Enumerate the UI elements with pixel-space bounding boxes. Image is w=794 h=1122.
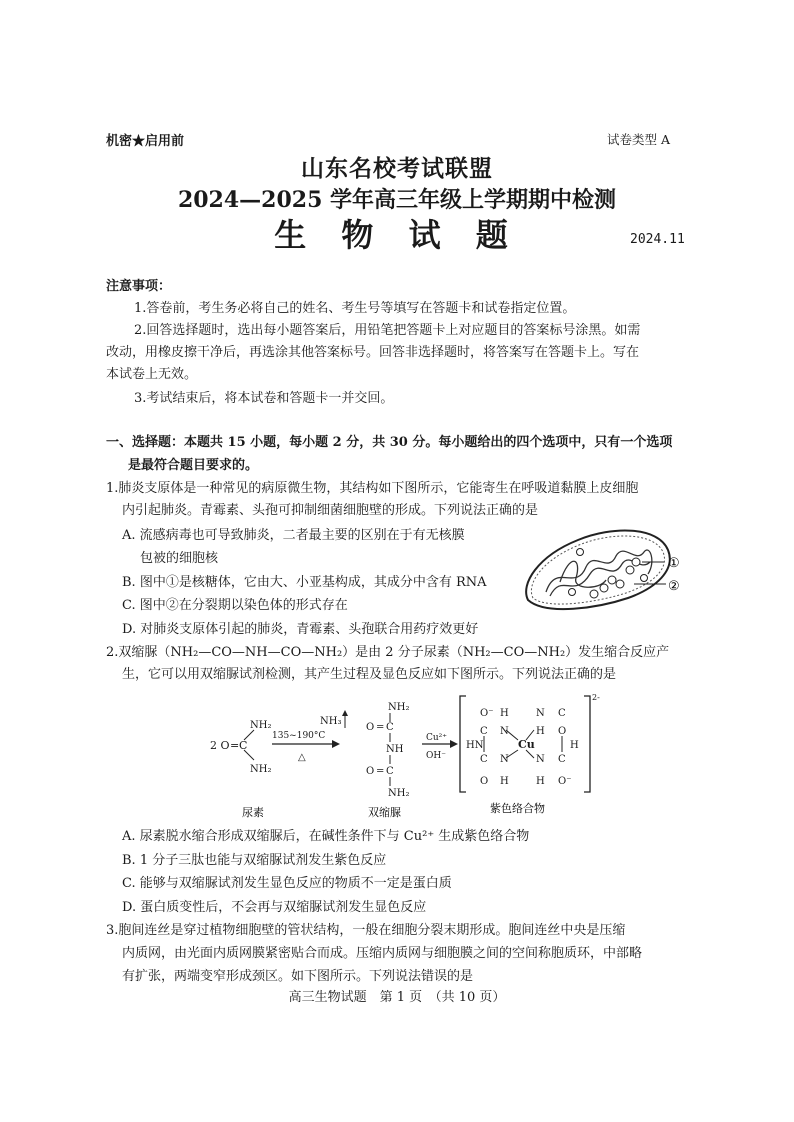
section-heading-line2: 是最符合题目要求的。	[128, 458, 259, 473]
svg-text:N: N	[500, 754, 509, 765]
cell-membrane	[526, 531, 670, 610]
svg-text:=: =	[376, 722, 385, 733]
q2-option-c: C. 能够与双缩脲试剂发生显色反应的物质不一定是蛋白质	[122, 876, 452, 891]
svg-text:O⁻: O⁻	[480, 708, 494, 719]
svg-text:H: H	[570, 740, 579, 751]
q1-option-c: C. 图中②在分裂期以染色体的形式存在	[122, 598, 348, 613]
notice-item-2b: 改动，用橡皮擦干净后，再选涂其他答案标号。回答非选择题时，将答案写在答题卡上。写在	[106, 345, 640, 360]
label-urea: 尿素	[242, 806, 264, 819]
svg-text:C: C	[480, 726, 488, 737]
notice-item-3: 3.考试结束后，将本试卷和答题卡一并交回。	[134, 391, 394, 406]
q1-stem-line1: 1.肺炎支原体是一种常见的病原微生物，其结构如下图所示，它能寄生在呼吸道黏膜上皮细胞	[106, 481, 639, 496]
svg-text:H: H	[500, 776, 509, 787]
label-1: ①	[668, 556, 680, 571]
notice-item-1: 1.答卷前，考生务必将自己的姓名、考生号等填写在答题卡和试卷指定位置。	[134, 301, 576, 316]
svg-text:Cu²⁺: Cu²⁺	[426, 733, 448, 743]
svg-text:NH₃: NH₃	[320, 716, 342, 727]
notice-item-2a: 2.回答选择题时，选出每小题答案后，用铅笔把答题卡上对应题目的答案标号涂黑。如需	[134, 323, 641, 338]
svg-text:H: H	[536, 776, 545, 787]
svg-text:O: O	[480, 776, 489, 787]
label-biuret: 双缩脲	[368, 806, 401, 819]
svg-text:=: =	[376, 766, 385, 777]
biuret-reaction-diagram	[200, 688, 600, 820]
svg-text:Cu: Cu	[518, 738, 535, 751]
svg-text:H: H	[536, 726, 545, 737]
q3-stem-line1: 3.胞间连丝是穿过植物细胞壁的管状结构，一般在细胞分裂末期形成。胞间连丝中央是压缩	[106, 923, 626, 938]
svg-text:N: N	[536, 708, 545, 719]
svg-text:135~190°C: 135~190°C	[272, 731, 326, 741]
svg-text:C: C	[558, 754, 566, 765]
q2-option-b: B. 1 分子三肽也能与双缩脲试剂发生紫色反应	[122, 853, 387, 868]
svg-text:=: =	[230, 739, 240, 752]
svg-text:C: C	[386, 766, 394, 777]
svg-text:N: N	[500, 726, 509, 737]
notice-heading: 注意事项：	[106, 279, 172, 294]
label-2: ②	[668, 579, 680, 594]
svg-text:△: △	[298, 752, 306, 763]
svg-text:C: C	[480, 754, 488, 765]
purple-complex-structure	[460, 693, 600, 792]
q2-option-d: D. 蛋白质变性后，不会再与双缩脲试剂发生显色反应	[122, 900, 427, 915]
svg-text:NH₂: NH₂	[250, 720, 272, 731]
q2-option-a: A. 尿素脱水缩合形成双缩脲后，在碱性条件下与 Cu²⁺ 生成紫色络合物	[122, 829, 530, 844]
label-purple-complex: 紫色络合物	[490, 802, 545, 815]
urea-structure	[210, 720, 271, 775]
svg-text:N: N	[536, 754, 545, 765]
mycoplasma-diagram	[516, 522, 700, 618]
q3-stem-line3: 有扩张，两端变窄形成颈区。如下图所示。下列说法错误的是	[122, 969, 474, 984]
notice-item-2c: 本试卷上无效。	[106, 367, 198, 382]
q2-stem-line1: 2.双缩脲（NH₂—CO—NH—CO—NH₂）是由 2 分子尿素（NH₂—CO—NH₂）发生缩合反应产	[106, 645, 670, 660]
confidential-mark: 机密★启用前	[106, 134, 185, 149]
svg-text:HN: HN	[466, 740, 484, 751]
exam-alliance-title: 山东名校考试联盟	[301, 155, 493, 182]
subject-title: 生 物 试 题	[274, 216, 520, 254]
svg-text:O: O	[366, 766, 375, 777]
q3-stem-line2: 内质网，由光面内质网膜紧密贴合而成。压缩内质网与细胞膜之间的空间称胞质环，中部略	[122, 946, 643, 961]
svg-text:H: H	[500, 708, 509, 719]
section-heading-line1: 一、选择题：本题共 15 小题，每小题 2 分，共 30 分。每小题给出的四个选项中，只有一个选项	[106, 435, 673, 450]
svg-text:NH₂: NH₂	[388, 702, 410, 713]
q2-stem-line2: 生，它可以用双缩脲试剂检测，其产生过程及显色反应如下图所示。下列说法正确的是	[122, 667, 617, 682]
svg-text:C: C	[386, 722, 394, 733]
svg-text:2-: 2-	[592, 693, 600, 702]
q1-option-d: D. 对肺炎支原体引起的肺炎，青霉素、头孢联合用药疗效更好	[122, 622, 479, 637]
page-footer: 高三生物试题 第 1 页 （共 10 页）	[288, 990, 506, 1005]
svg-text:C: C	[558, 708, 566, 719]
exam-term-title: 2024—2025 学年高三年级上学期期中检测	[177, 187, 617, 213]
svg-text:NH₂: NH₂	[250, 764, 272, 775]
q1-option-a: A. 流感病毒也可导致肺炎，二者最主要的区别在于有无核膜	[122, 528, 465, 543]
svg-text:NH: NH	[386, 744, 404, 755]
biuret-structure	[366, 702, 409, 799]
exam-date: 2024.11	[630, 232, 685, 247]
svg-text:O⁻: O⁻	[558, 776, 572, 787]
paper-type: 试卷类型 A	[607, 132, 671, 147]
svg-text:OH⁻: OH⁻	[426, 751, 446, 761]
svg-text:O: O	[366, 722, 375, 733]
q1-stem-line2: 内引起肺炎。青霉素、头孢可抑制细菌细胞壁的形成。下列说法正确的是	[122, 503, 539, 518]
copper-arrow	[422, 733, 458, 761]
q1-option-b: B. 图中①是核糖体，它由大、小亚基构成，其成分中含有 RNA	[122, 575, 487, 590]
svg-text:NH₂: NH₂	[388, 788, 410, 799]
heating-arrow	[272, 710, 348, 763]
q1-option-a-cont: 包被的细胞核	[140, 551, 219, 566]
svg-text:C: C	[239, 739, 248, 752]
svg-text:O: O	[558, 726, 567, 737]
svg-text:2 O: 2 O	[210, 739, 230, 752]
